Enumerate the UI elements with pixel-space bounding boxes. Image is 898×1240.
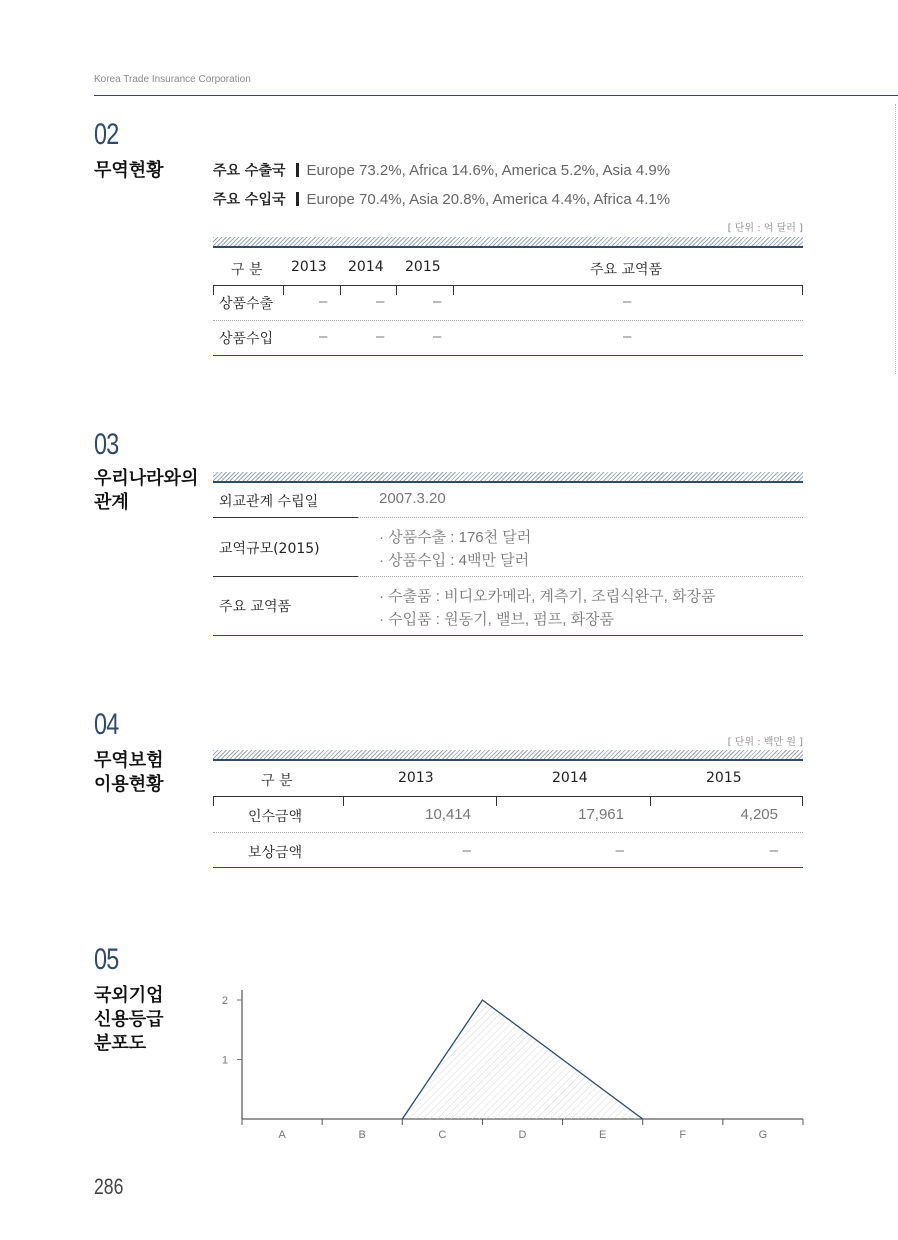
export-label: 주요 수출국 (213, 163, 286, 179)
table-cell: – (319, 293, 328, 310)
row-divider (213, 320, 803, 321)
row-label: 주요 교역품 (219, 599, 292, 615)
table-cell: 10,414 (425, 806, 471, 823)
table-cell: – (623, 328, 632, 345)
x-tick-label: B (358, 1129, 366, 1141)
x-tick-label: A (278, 1129, 286, 1141)
tick (650, 796, 651, 806)
row-label: 교역규모(2015) (219, 541, 320, 557)
table-cell: – (376, 293, 385, 310)
header-rule (213, 285, 803, 286)
table-cell: – (769, 842, 778, 859)
x-tick-label: G (758, 1129, 768, 1141)
header-cell: 구 분 (231, 262, 263, 278)
table-bottom-rule (213, 867, 803, 868)
table-cell: – (462, 842, 471, 859)
row-label: 상품수출 (219, 296, 274, 312)
row-divider (213, 832, 803, 833)
row-value: 2007.3.20 (379, 490, 446, 507)
label-rule (213, 517, 358, 518)
import-value: Europe 70.4%, Asia 20.8%, America 4.4%, Africa 4.1% (306, 191, 671, 208)
y-tick-label: 2 (221, 995, 228, 1007)
tick (802, 285, 803, 295)
row-label: 보상금액 (248, 845, 303, 861)
section-title: 우리나라와의 관계 (94, 468, 199, 513)
header-cell: 주요 교역품 (590, 262, 663, 278)
section-number: 02 (94, 118, 119, 151)
table-cell: 4,205 (740, 806, 778, 823)
section-number: 03 (94, 428, 119, 461)
side-dotted-rule (895, 104, 896, 374)
header-cell: 2014 (348, 259, 384, 275)
table-bottom-rule (213, 355, 803, 356)
table-cell: – (433, 328, 442, 345)
page-number: 286 (94, 1174, 124, 1199)
row-value: · 수입품 : 원동기, 밸브, 펌프, 화장품 (379, 611, 615, 628)
table-cell: 17,961 (578, 806, 624, 823)
label-rule (213, 576, 358, 577)
table-hatch-bar (213, 750, 803, 761)
x-tick-label: D (518, 1129, 527, 1141)
series-line (402, 1000, 642, 1119)
table-cell: – (623, 293, 632, 310)
row-label: 상품수입 (219, 331, 274, 347)
separator-bar (296, 163, 299, 177)
row-value: · 상품수입 : 4백만 달러 (379, 552, 530, 569)
tick (453, 285, 454, 295)
section-number: 04 (94, 708, 119, 741)
table-cell: – (433, 293, 442, 310)
table-bottom-rule (213, 635, 803, 636)
row-value: · 수출품 : 비디오카메라, 계측기, 조립식완구, 화장품 (379, 588, 716, 605)
separator-bar (296, 192, 299, 206)
relations-table (213, 485, 803, 640)
unit-label: [ 단위 : 백만 원 ] (727, 737, 803, 748)
row-value: · 상품수출 : 176천 달러 (379, 529, 532, 546)
y-tick-label: 1 (221, 1054, 228, 1067)
header-rule (94, 95, 898, 96)
section-title: 국외기업 신용등급 분포도 (94, 985, 164, 1054)
header-cell: 2014 (552, 770, 588, 786)
import-label: 주요 수입국 (213, 192, 286, 208)
section-title: 무역현황 (94, 160, 164, 181)
trade-table (213, 250, 803, 360)
tick (213, 796, 214, 806)
export-countries-line (213, 160, 670, 180)
header-cell: 2013 (398, 770, 434, 786)
row-label: 외교관계 수립일 (219, 494, 319, 510)
tick (340, 285, 341, 295)
header-cell: 2015 (706, 770, 742, 786)
x-tick-label: E (598, 1129, 607, 1141)
row-label: 인수금액 (248, 809, 303, 825)
tick (496, 796, 497, 806)
table-cell: – (615, 842, 624, 859)
unit-label: [ 단위 : 억 달러 ] (727, 223, 803, 234)
x-tick-label: F (679, 1129, 687, 1141)
tick (802, 796, 803, 806)
tick (213, 285, 214, 295)
insurance-table (213, 763, 803, 873)
x-tick-label: C (438, 1129, 447, 1141)
tick (283, 285, 284, 295)
tick (396, 285, 397, 295)
export-value: Europe 73.2%, Africa 14.6%, America 5.2%, Asia 4.9% (306, 162, 671, 179)
running-title: Korea Trade Insurance Corporation (94, 74, 251, 85)
table-cell: – (319, 328, 328, 345)
section-title: 무역보험 이용현황 (94, 750, 164, 795)
section-number: 05 (94, 943, 119, 976)
header-cell: 2013 (291, 259, 327, 275)
header-cell: 구 분 (261, 773, 293, 789)
import-countries-line (213, 189, 670, 209)
tick (343, 796, 344, 806)
area-fill (242, 1000, 723, 1119)
row-divider (358, 517, 803, 518)
table-hatch-bar (213, 237, 803, 248)
header-rule (213, 796, 803, 797)
table-cell: – (376, 328, 385, 345)
header-cell: 2015 (405, 259, 441, 275)
table-hatch-bar (213, 472, 803, 483)
row-divider (358, 576, 803, 577)
